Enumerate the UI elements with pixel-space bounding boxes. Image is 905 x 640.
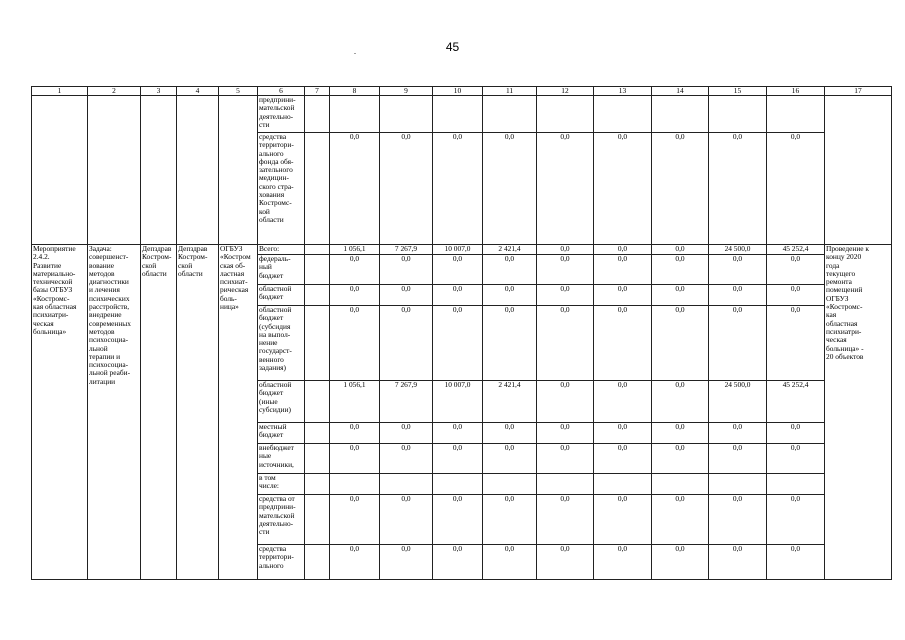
activity-col4: Депздрав Костром- ской области	[177, 245, 219, 580]
value-cell: 0,0	[767, 444, 825, 474]
value-cell: 0,0	[767, 495, 825, 545]
activity-col2: Задача: совершенст- вование методов диагностики и лечения психических расстройств, внедрение современных методов психосоциа- льной терапии и психосоциа- льной реаби- литации	[88, 245, 141, 580]
col7-cell	[305, 495, 330, 545]
col7-cell	[305, 306, 330, 381]
activity-row	[32, 245, 892, 255]
value-cell: 0,0	[433, 545, 483, 580]
activity-col17: Проведение к концу 2020 года текущего ремонта помещений ОГБУЗ «Костромс- кая областная психиатри- ческая больница» - 20 объектов	[825, 245, 892, 580]
value-cell: 0,0	[433, 255, 483, 285]
value-cell: 24 500,0	[709, 245, 767, 255]
column-header: 11	[483, 87, 537, 96]
value-cell: 0,0	[483, 255, 537, 285]
value-cell: 0,0	[380, 423, 433, 444]
column-header: 5	[219, 87, 258, 96]
value-cell: 0,0	[483, 133, 537, 245]
value-cell: 0,0	[483, 423, 537, 444]
column-header: 9	[380, 87, 433, 96]
value-cell: 0,0	[330, 133, 380, 245]
source-cell: федераль- ный бюджет	[258, 255, 305, 285]
value-cell: 0,0	[537, 245, 594, 255]
value-cell: 0,0	[652, 306, 709, 381]
value-cell: 0,0	[537, 444, 594, 474]
source-cell: областной бюджет	[258, 285, 305, 306]
value-cell: 0,0	[652, 423, 709, 444]
col7-cell	[305, 444, 330, 474]
value-cell: 0,0	[433, 444, 483, 474]
value-cell: 0,0	[380, 545, 433, 580]
cont-row-1	[32, 96, 892, 133]
value-cell: 0,0	[330, 444, 380, 474]
value-cell: 0,0	[652, 245, 709, 255]
value-cell: 0,0	[537, 306, 594, 381]
value-cell	[767, 474, 825, 495]
value-cell	[652, 474, 709, 495]
value-cell: 0,0	[330, 255, 380, 285]
column-header: 16	[767, 87, 825, 96]
value-cell: 0,0	[709, 545, 767, 580]
value-cell: 0,0	[537, 133, 594, 245]
value-cell: 0,0	[652, 444, 709, 474]
value-cell	[433, 474, 483, 495]
activity-col1: Мероприятие 2.4.2. Развитие материально- технической базы ОГБУЗ «Костромс- кая областная психиатри- ческая больница»	[32, 245, 88, 580]
value-cell: 0,0	[652, 255, 709, 285]
value-cell: 0,0	[594, 306, 652, 381]
value-cell: 0,0	[537, 285, 594, 306]
value-cell: 0,0	[709, 255, 767, 285]
value-cell: 0,0	[380, 285, 433, 306]
value-cell: 0,0	[709, 285, 767, 306]
value-cell: 0,0	[433, 306, 483, 381]
value-cell: 0,0	[709, 495, 767, 545]
value-cell: 0,0	[380, 306, 433, 381]
value-cell	[483, 474, 537, 495]
cont-col7	[305, 96, 330, 133]
col7-cell	[305, 474, 330, 495]
value-cell: 0,0	[594, 133, 652, 245]
cont-col5	[219, 96, 258, 245]
activity-col3: Депздрав Костром- ской области	[141, 245, 177, 580]
col7-cell	[305, 245, 330, 255]
value-cell: 0,0	[709, 306, 767, 381]
value-cell: 0,0	[594, 444, 652, 474]
value-cell: 0,0	[709, 444, 767, 474]
value-cell: 0,0	[594, 245, 652, 255]
value-cell: 0,0	[594, 255, 652, 285]
value-cell: 0,0	[652, 495, 709, 545]
value-cell: 24 500,0	[709, 381, 767, 423]
value-cell: 0,0	[767, 133, 825, 245]
value-cell: 2 421,4	[483, 245, 537, 255]
value-cell: 0,0	[767, 423, 825, 444]
value-cell: 0,0	[380, 495, 433, 545]
header-row	[32, 87, 892, 96]
value-cell: 0,0	[380, 255, 433, 285]
column-header: 10	[433, 87, 483, 96]
value-cell: 0,0	[594, 545, 652, 580]
value-cell: 0,0	[330, 495, 380, 545]
source-cell: средства от предприни- мательской деятельно- сти	[258, 495, 305, 545]
value-cell: 0,0	[767, 285, 825, 306]
value-cell: 0,0	[330, 306, 380, 381]
value-cell: 0,0	[330, 285, 380, 306]
source-cell: областной бюджет (иные субсидии)	[258, 381, 305, 423]
value-cell: 0,0	[483, 495, 537, 545]
value-cell: 0,0	[767, 545, 825, 580]
cont-col4	[177, 96, 219, 245]
column-header: 14	[652, 87, 709, 96]
value-cell	[594, 474, 652, 495]
column-header: 6	[258, 87, 305, 96]
value-cell: 0,0	[330, 423, 380, 444]
column-header: 8	[330, 87, 380, 96]
value-cell: 0,0	[433, 133, 483, 245]
value-cell: 0,0	[709, 423, 767, 444]
value-cell: 0,0	[537, 255, 594, 285]
col7-cell	[305, 381, 330, 423]
activity-col5: ОГБУЗ «Костром ская об- ластная психиат- рическая боль- ница»	[219, 245, 258, 580]
value-cell	[380, 474, 433, 495]
column-header: 4	[177, 87, 219, 96]
value-cell: 1 056,1	[330, 381, 380, 423]
cont-col7	[305, 133, 330, 245]
column-header: 7	[305, 87, 330, 96]
value-cell: 0,0	[483, 545, 537, 580]
value-cell: 0,0	[537, 423, 594, 444]
value-cell: 0,0	[380, 133, 433, 245]
stray-dot: .	[354, 47, 356, 56]
value-cell: 2 421,4	[483, 381, 537, 423]
value-cell: 45 252,4	[767, 245, 825, 255]
value-cell: 0,0	[652, 285, 709, 306]
value-cell: 0,0	[330, 545, 380, 580]
value-cell: 0,0	[433, 423, 483, 444]
value-cell: 0,0	[594, 495, 652, 545]
source-cell: средства территори- ального	[258, 545, 305, 580]
col7-cell	[305, 423, 330, 444]
value-cell: 0,0	[652, 133, 709, 245]
col7-cell	[305, 545, 330, 580]
source-cell: предприни- мательской деятельно- сти	[258, 96, 305, 133]
column-header: 12	[537, 87, 594, 96]
column-header: 13	[594, 87, 652, 96]
column-header: 1	[32, 87, 88, 96]
value-cell	[537, 474, 594, 495]
value-cell: 10 007,0	[433, 381, 483, 423]
cont-col2	[88, 96, 141, 245]
column-header: 17	[825, 87, 892, 96]
column-header: 2	[88, 87, 141, 96]
value-cell: 0,0	[483, 285, 537, 306]
value-cell: 0,0	[652, 545, 709, 580]
source-cell: внебюджет ные источники,	[258, 444, 305, 474]
value-cell: 0,0	[767, 255, 825, 285]
value-cell: 0,0	[767, 306, 825, 381]
source-cell: в том числе:	[258, 474, 305, 495]
value-cell: 0,0	[594, 423, 652, 444]
cont-col3	[141, 96, 177, 245]
budget-table	[31, 86, 892, 580]
value-cell	[709, 474, 767, 495]
value-cell	[330, 474, 380, 495]
source-cell: Всего:	[258, 245, 305, 255]
column-header: 3	[141, 87, 177, 96]
value-cell: 0,0	[537, 545, 594, 580]
value-cell: 1 056,1	[330, 245, 380, 255]
value-cell: 0,0	[483, 444, 537, 474]
source-cell: областной бюджет (субсидия на выпол- нение государст- венного задания)	[258, 306, 305, 381]
cont-col17	[825, 96, 892, 245]
value-cell: 0,0	[380, 444, 433, 474]
value-cell: 0,0	[709, 133, 767, 245]
value-cell: 7 267,9	[380, 245, 433, 255]
value-cell: 0,0	[652, 381, 709, 423]
value-cell: 0,0	[537, 381, 594, 423]
source-cell: средства территори- ального фонда обя- зательного медицин- ского стра- хования Костромс- кой области	[258, 133, 305, 245]
col7-cell	[305, 285, 330, 306]
value-cell: 0,0	[594, 381, 652, 423]
value-cell: 45 252,4	[767, 381, 825, 423]
value-cell: 7 267,9	[380, 381, 433, 423]
column-header: 15	[709, 87, 767, 96]
value-cell: 0,0	[594, 285, 652, 306]
source-cell: местный бюджет	[258, 423, 305, 444]
col7-cell	[305, 255, 330, 285]
value-cell: 0,0	[483, 306, 537, 381]
value-cell: 0,0	[537, 495, 594, 545]
value-cell: 0,0	[433, 495, 483, 545]
cont-col1	[32, 96, 88, 245]
page-number: 45	[445, 40, 460, 54]
value-cell: 10 007,0	[433, 245, 483, 255]
value-cell: 0,0	[433, 285, 483, 306]
